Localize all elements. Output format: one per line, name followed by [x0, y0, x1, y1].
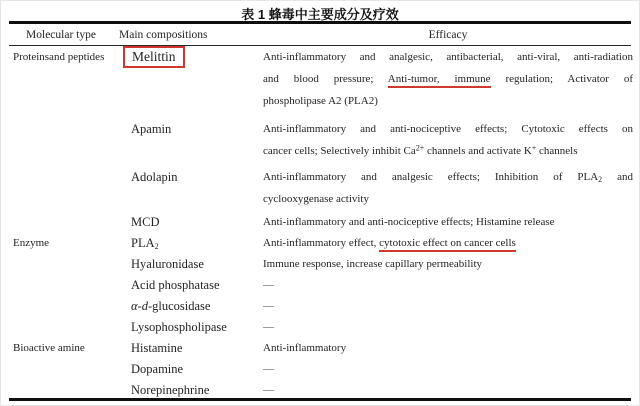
red-underline-annotation: cytotoxic effect on cancer cells	[379, 237, 516, 252]
composition-name-text: -glucosidase	[147, 299, 211, 313]
efficacy-line	[263, 166, 633, 188]
table-row-adolapin	[9, 166, 631, 210]
efficacy-text: cyclooxygenase activity	[263, 193, 369, 205]
composition-name: Norepinephrine	[131, 383, 210, 397]
efficacy-text: phospholipase A2 (PLA2)	[263, 95, 378, 107]
composition-name	[113, 233, 263, 254]
table-row-lysophospholipase	[9, 317, 631, 338]
efficacy-line	[263, 46, 633, 68]
efficacy-cell	[263, 46, 633, 112]
composition-name-cell	[113, 46, 263, 112]
efficacy-line	[263, 68, 633, 90]
composition-name: Histamine	[131, 341, 183, 355]
table-row-glucosidase	[9, 296, 631, 317]
efficacy-cell	[263, 166, 633, 210]
molecular-type-empty	[9, 212, 113, 233]
efficacy-text: regulation; Activator of	[490, 73, 633, 85]
efficacy-dash: —	[263, 384, 274, 396]
table-row-pla2	[9, 233, 631, 254]
header-efficacy: Efficacy	[428, 28, 468, 41]
molecular-type-empty	[9, 296, 113, 317]
efficacy-dash: —	[263, 321, 274, 333]
molecular-type-empty	[9, 118, 113, 162]
efficacy-line	[263, 118, 633, 140]
molecular-type-empty	[9, 275, 113, 296]
molecular-type-label: Bioactive amine	[13, 342, 85, 354]
efficacy-text: Anti-inflammatory and anti-nociceptive effects; Cytotoxic effects on	[263, 123, 633, 135]
table-header-row	[9, 24, 631, 45]
efficacy-dash: —	[263, 279, 274, 291]
efficacy-cell: Anti-inflammatory	[263, 342, 347, 354]
table-row-dopamine	[9, 359, 631, 380]
efficacy-line	[263, 90, 633, 112]
header-main-compositions: Main compositions	[119, 28, 208, 41]
efficacy-text: Anti-inflammatory and analgesic, antibacterial, anti-viral, anti-radiation	[263, 51, 633, 63]
table-caption: 表 1 蜂毒中主要成分及疗效	[241, 7, 399, 22]
composition-name: MCD	[131, 215, 160, 229]
red-underline-annotation: Anti-tumor, immune	[388, 73, 491, 88]
table-row-histamine	[9, 338, 631, 359]
efficacy-text: cancer cells; Selectively inhibit Ca	[263, 145, 416, 157]
table-row-hyaluronidase	[9, 254, 631, 275]
efficacy-cell: Immune response, increase capillary permeability	[263, 258, 482, 270]
superscript: 2+	[415, 143, 425, 153]
molecular-type-label: Proteinsand peptides	[13, 51, 105, 63]
table-row-acid-phosphatase	[9, 275, 631, 296]
subscript: 2	[154, 242, 159, 251]
efficacy-text: channels	[536, 145, 578, 157]
composition-name	[113, 296, 263, 317]
efficacy-line	[263, 140, 633, 162]
composition-name: Dopamine	[131, 362, 184, 376]
efficacy-cell: Anti-inflammatory and anti-nociceptive effects; Histamine release	[263, 216, 555, 228]
molecular-type-empty	[9, 254, 113, 275]
efficacy-dash: —	[263, 363, 274, 375]
composition-name-text: PLA	[131, 236, 155, 250]
efficacy-text: Anti-inflammatory and analgesic effects; Inhibition of PLA	[263, 171, 599, 183]
molecular-type-empty	[9, 317, 113, 338]
table-body	[1, 46, 639, 401]
table-row-melittin	[9, 46, 631, 112]
molecular-type-label: Enzyme	[13, 237, 50, 249]
red-highlight-box	[123, 46, 185, 68]
subscript: 2	[598, 175, 603, 184]
efficacy-text: channels and activate K	[424, 145, 532, 157]
efficacy-text: and blood pressure;	[263, 73, 388, 85]
efficacy-cell	[263, 118, 633, 162]
table-row-mcd	[9, 212, 631, 233]
header-molecular-type: Molecular type	[26, 28, 96, 41]
efficacy-text: and	[602, 171, 633, 183]
efficacy-cell	[263, 233, 633, 254]
superscript: +	[531, 143, 537, 153]
table-row-apamin	[9, 118, 631, 162]
molecular-type-empty	[9, 359, 113, 380]
molecular-type-empty	[9, 166, 113, 210]
composition-name: Adolapin	[131, 170, 178, 184]
composition-name: Lysophospholipase	[131, 320, 227, 334]
composition-name: Melittin	[132, 49, 176, 64]
efficacy-text: Anti-inflammatory effect,	[263, 237, 380, 249]
efficacy-line	[263, 188, 633, 210]
composition-name: Apamin	[131, 122, 172, 136]
composition-name: Hyaluronidase	[131, 257, 204, 271]
composition-name-italic: α-d	[131, 299, 148, 313]
efficacy-dash: —	[263, 300, 274, 312]
composition-name: Acid phosphatase	[131, 278, 220, 292]
bottom-rule	[9, 398, 631, 401]
